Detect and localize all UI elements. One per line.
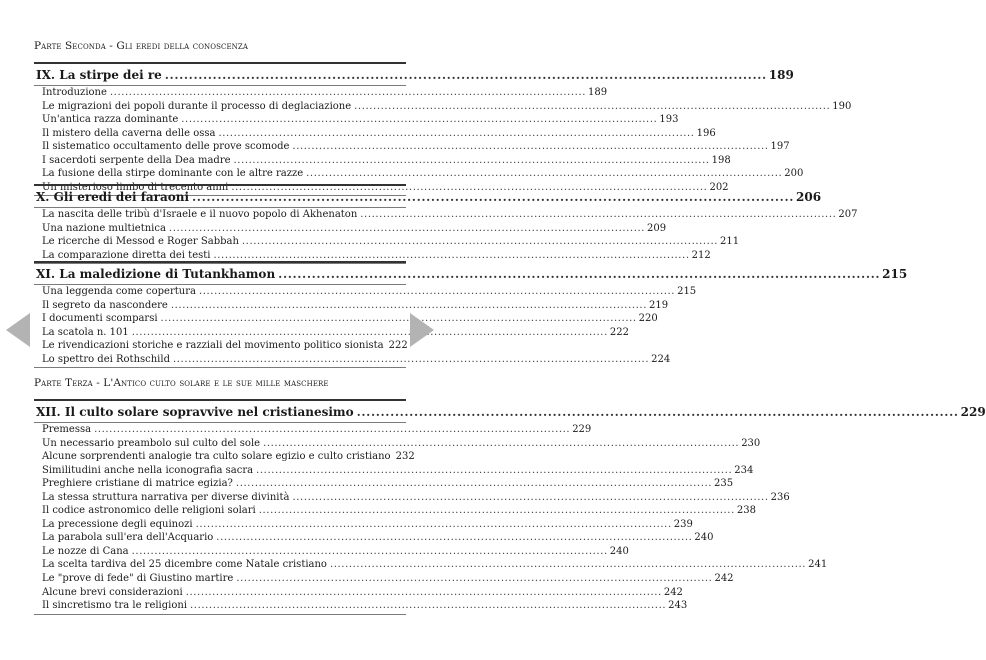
entry-label: Le "prove di fede" di Giustino martire — [42, 573, 234, 585]
entry-label: La comparazione diretta dei testi — [42, 249, 211, 261]
toc-entry[interactable] — [34, 586, 683, 600]
entry-label: Un'antica razza dominante — [42, 114, 179, 126]
dot-leader: .............................................................................................................................. — [94, 424, 571, 435]
dot-leader: .............................................................................................................................. — [216, 532, 693, 544]
toc-entry[interactable] — [34, 113, 679, 127]
chapter-title: XII. Il culto solare sopravvive nel cristianesimo — [36, 405, 354, 419]
dot-leader: .............................................................................................................................. — [198, 286, 676, 297]
part-title-seconda: Parte Seconda - Gli eredi della conoscenza — [34, 40, 249, 52]
toc-entry[interactable] — [34, 353, 671, 367]
toc-entry[interactable] — [34, 235, 740, 249]
page-number: 198 — [711, 154, 731, 166]
page-number: 230 — [741, 437, 761, 449]
toc-entry[interactable] — [34, 339, 406, 353]
entry-label: Le ricerche di Messod e Roger Sabbah — [42, 236, 239, 248]
chapter-rule — [34, 261, 406, 263]
toc-entry[interactable] — [34, 558, 828, 572]
page-number: 215 — [677, 286, 697, 297]
toc-entry[interactable] — [34, 518, 693, 532]
entry-label: La nascita delle tribù d'Israele e il nuovo popolo di Akhenaton — [42, 209, 358, 220]
page-number: 219 — [648, 299, 669, 311]
dot-leader: .............................................................................................................................. — [236, 573, 713, 585]
entry-label: Il sincretismo tra le religioni — [42, 600, 188, 612]
page-number: 243 — [668, 600, 688, 612]
page-number: 222 — [609, 326, 629, 338]
toc-entry[interactable] — [34, 86, 608, 100]
chapter-heading[interactable] — [34, 67, 794, 84]
toc-entry[interactable] — [34, 545, 629, 559]
part-title-terza: Parte Terza - L'Antico culto solare e le sue mille maschere — [34, 377, 329, 389]
toc-entry[interactable] — [34, 599, 688, 613]
page-number: 224 — [651, 353, 671, 365]
entry-label: Introduzione — [42, 87, 107, 98]
separator — [34, 614, 406, 615]
page-number: 229 — [960, 405, 986, 419]
entry-label: Lo spettro dei Rothschild — [42, 353, 170, 365]
entry-label: La precessione degli equinozi — [42, 518, 193, 530]
toc-entry[interactable] — [34, 326, 629, 340]
dot-leader: .............................................................................................................................. — [263, 437, 740, 449]
previous-page-arrow-icon[interactable] — [6, 313, 30, 347]
chapter-title: IX. La stirpe dei re — [36, 68, 162, 82]
page-number: 189 — [768, 68, 794, 82]
toc-entry[interactable] — [34, 450, 415, 464]
dot-leader: .............................................................................................................................. — [181, 114, 658, 126]
chapter-11 — [34, 261, 908, 368]
page-number: 215 — [882, 267, 908, 281]
entry-list — [34, 86, 852, 196]
toc-entry[interactable] — [34, 285, 697, 299]
entry-label: I sacerdoti serpente della Dea madre — [42, 154, 231, 166]
chapter-12 — [34, 399, 986, 615]
chapter-heading[interactable] — [34, 189, 822, 206]
page-number: 206 — [796, 190, 822, 204]
entry-list — [34, 208, 858, 264]
entry-label: La parabola sull'era dell'Acquario — [42, 532, 214, 544]
entry-label: La stessa struttura narrativa per diverse divinità — [42, 491, 290, 503]
toc-entry[interactable] — [34, 437, 761, 451]
toc-entry[interactable] — [34, 491, 790, 505]
page-number: 238 — [736, 505, 756, 517]
page-number: 240 — [694, 532, 714, 544]
toc-entry[interactable] — [34, 100, 852, 114]
entry-label: Il segreto da nascondere — [42, 299, 168, 311]
chapter-rule — [34, 184, 406, 186]
chapter-heading[interactable] — [34, 404, 986, 421]
next-page-arrow-icon[interactable] — [410, 313, 434, 347]
page-number: 242 — [663, 586, 683, 598]
page-number: 220 — [638, 313, 658, 325]
chapter-rule — [34, 62, 406, 64]
toc-entry[interactable] — [34, 312, 658, 326]
toc-entry[interactable] — [34, 477, 734, 491]
chapter-title: XI. La maledizione di Tutankhamon — [36, 267, 276, 281]
dot-leader: .............................................................................................................................. — [354, 100, 831, 112]
page-number: 193 — [659, 114, 679, 126]
entry-label: Il sistematico occultamento delle prove scomode — [42, 141, 290, 153]
dot-leader: .............................................................................................................................. — [241, 236, 719, 248]
entry-label: La scelta tardiva del 25 dicembre come Natale cristiano — [42, 559, 327, 571]
chapter-rule — [34, 399, 406, 401]
page-number: 236 — [770, 491, 790, 503]
entry-label: Le migrazioni dei popoli durante il processo di deglaciazione — [42, 100, 352, 112]
toc-entry[interactable] — [34, 504, 756, 518]
toc-entry[interactable] — [34, 154, 731, 168]
dot-leader: .............................................................................................................................. — [192, 190, 795, 204]
page-number: 235 — [714, 478, 734, 490]
page-number: 240 — [609, 545, 629, 557]
toc-entry[interactable] — [34, 531, 714, 545]
page-number: 196 — [696, 127, 716, 139]
dot-leader: .............................................................................................................................. — [131, 545, 608, 557]
dot-leader: .............................................................................................................................. — [168, 222, 646, 234]
page-number: 200 — [784, 168, 804, 180]
chapter-title: X. Gli eredi dei faraoni — [36, 190, 190, 204]
chapter-heading[interactable] — [34, 266, 908, 283]
dot-leader: .............................................................................................................................. — [360, 209, 837, 220]
entry-list — [34, 423, 828, 615]
dot-leader: .............................................................................................................................. — [185, 586, 662, 598]
page-number: 239 — [673, 518, 693, 530]
dot-leader: .............................................................................................................................. — [256, 464, 733, 476]
dot-leader: .............................................................................................................................. — [306, 168, 783, 180]
dot-leader: .............................................................................................................................. — [160, 313, 637, 325]
page-number: 242 — [714, 573, 734, 585]
entry-label: Alcune brevi considerazioni — [42, 586, 183, 598]
toc-entry[interactable] — [34, 208, 858, 222]
dot-leader: .............................................................................................................................. — [356, 405, 959, 419]
entry-label: La fusione della stirpe dominante con le altre razze — [42, 168, 304, 180]
page-number: 202 — [709, 181, 729, 193]
page-number: 207 — [838, 209, 858, 220]
separator — [34, 367, 406, 368]
entry-label: Una nazione multietnica — [42, 222, 166, 234]
entry-label: La scatola n. 101 — [42, 326, 129, 338]
toc-entry[interactable] — [34, 167, 804, 181]
entry-label: Il mistero della caverna delle ossa — [42, 127, 216, 139]
dot-leader: .............................................................................................................................. — [213, 249, 690, 261]
chapter-9 — [34, 62, 852, 196]
dot-leader: .............................................................................................................................. — [329, 559, 807, 571]
page-number: 229 — [572, 424, 592, 435]
page-number: 211 — [720, 236, 740, 248]
entry-label: I documenti scomparsi — [42, 313, 158, 325]
toc-entry[interactable] — [34, 222, 667, 236]
dot-leader: .............................................................................................................................. — [278, 267, 881, 281]
page-number: 197 — [770, 141, 790, 153]
dot-leader: .............................................................................................................................. — [164, 68, 767, 82]
entry-label: Il codice astronomico delle religioni solari — [42, 505, 256, 517]
toc-entry[interactable] — [34, 127, 716, 141]
dot-leader: .............................................................................................................................. — [170, 299, 647, 311]
entry-label: Le nozze di Cana — [42, 545, 129, 557]
dot-leader: .............................................................................................................................. — [231, 181, 708, 193]
entry-label: Premessa — [42, 424, 92, 435]
toc-entry[interactable] — [34, 572, 734, 586]
entry-label: Alcune sorprendenti analogie tra culto solare egizio e culto cristiano — [42, 451, 391, 463]
toc-entry[interactable] — [34, 299, 669, 313]
entry-label: Preghiere cristiane di matrice egizia? — [42, 478, 233, 490]
page-number: 212 — [691, 249, 711, 261]
page-number: 234 — [734, 464, 754, 476]
dot-leader: .............................................................................................................................. — [235, 478, 713, 490]
page-number: 209 — [647, 222, 667, 234]
page-number: 232 — [395, 451, 415, 463]
toc-entry[interactable] — [34, 423, 592, 437]
toc-entry[interactable] — [34, 140, 790, 154]
dot-leader: .............................................................................................................................. — [190, 600, 667, 612]
entry-label: Una leggenda come copertura — [42, 286, 196, 297]
dot-leader: .............................................................................................................................. — [131, 326, 608, 338]
entry-label: Le rivendicazioni storiche e razziali del movimento politico sionista — [42, 340, 384, 352]
toc-entry[interactable] — [34, 464, 754, 478]
dot-leader: .............................................................................................................................. — [218, 127, 695, 139]
dot-leader: .............................................................................................................................. — [172, 353, 650, 365]
entry-label: Similitudini anche nella iconografia sacra — [42, 464, 254, 476]
entry-list — [34, 285, 697, 368]
dot-leader: .............................................................................................................................. — [292, 491, 769, 503]
page-number: 241 — [808, 559, 828, 571]
page-number: 189 — [588, 87, 608, 98]
page-number: 222 — [388, 340, 408, 352]
dot-leader: .............................................................................................................................. — [258, 505, 735, 517]
dot-leader: .............................................................................................................................. — [195, 518, 672, 530]
entry-label: Un necessario preambolo sul culto del sole — [42, 437, 261, 449]
page-number: 190 — [832, 100, 852, 112]
entry-label: Un misterioso limbo di trecento anni — [42, 181, 229, 193]
dot-leader: .............................................................................................................................. — [292, 141, 769, 153]
dot-leader: .............................................................................................................................. — [109, 87, 587, 98]
dot-leader: .............................................................................................................................. — [233, 154, 710, 166]
